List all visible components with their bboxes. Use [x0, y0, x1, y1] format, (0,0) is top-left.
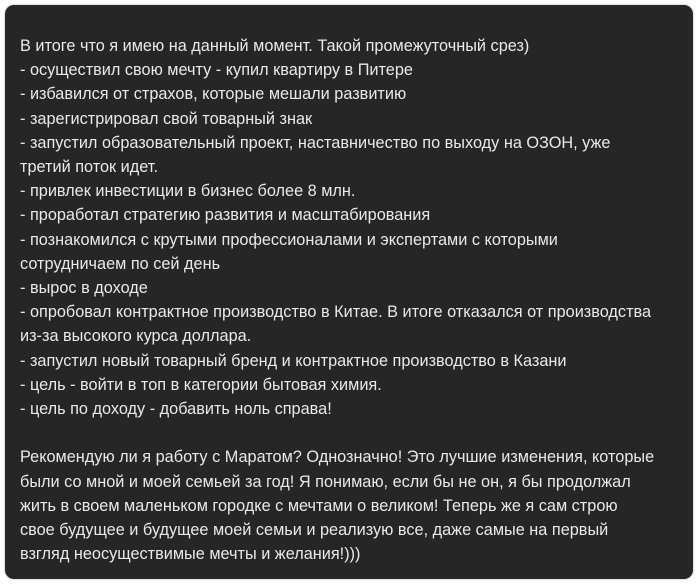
- message-line: - запустил образовательный проект, наставничество по выходу на ОЗОН, уже: [20, 133, 611, 152]
- message-line: - цель по доходу - добавить ноль справа!: [20, 400, 332, 419]
- message-line: В итоге что я имею на данный момент. Такой промежуточный срез): [20, 37, 530, 55]
- message-line: из-за высокого курса доллара.: [20, 327, 252, 346]
- message-line: - проработал стратегию развития и масштабирования: [20, 206, 431, 225]
- message-line: - осуществил свою мечту - купил квартиру в Питере: [20, 61, 413, 80]
- message-card: [5, 5, 693, 579]
- recommendation-line: свое будущее и будущее моей семьи и реализую все, даже самые на первый: [20, 521, 609, 540]
- message-line: - вырос в доходе: [20, 279, 148, 298]
- recommendation-line: были со мной и моей семьей за год! Я понимаю, если бы не он, я бы продолжал: [20, 472, 631, 491]
- recommendation-line: Рекомендую ли я работу с Маратом? Однозначно! Это лучшие изменения, которые: [20, 448, 655, 467]
- message-line: - привлек инвестиции в бизнес более 8 млн.: [20, 182, 356, 201]
- message-line: - избавился от страхов, которые мешали развитию: [20, 85, 407, 104]
- paragraph-gap: [20, 421, 684, 445]
- message-line: сотрудничаем по сей день: [20, 254, 221, 273]
- recommendation-line: взгляд неосуществимые мечты и желания!))): [20, 545, 361, 564]
- message-line: - зарегистрировал свой товарный знак: [20, 109, 313, 128]
- message-text: [20, 34, 684, 566]
- message-line: - опробовал контрактное производство в Китае. В итоге отказался от производства: [20, 303, 652, 322]
- recommendation-line: жить в своем маленьком городке с мечтами о великом! Теперь же я сам строю: [20, 496, 618, 515]
- message-line: - цель - войти в топ в категории бытовая химия.: [20, 375, 382, 394]
- message-line: - запустил новый товарный бренд и контрактное производство в Казани: [20, 351, 567, 370]
- message-line: - познакомился с крутыми профессионалами и экспертами с которыми: [20, 230, 558, 249]
- message-line: третий поток идет.: [20, 158, 158, 177]
